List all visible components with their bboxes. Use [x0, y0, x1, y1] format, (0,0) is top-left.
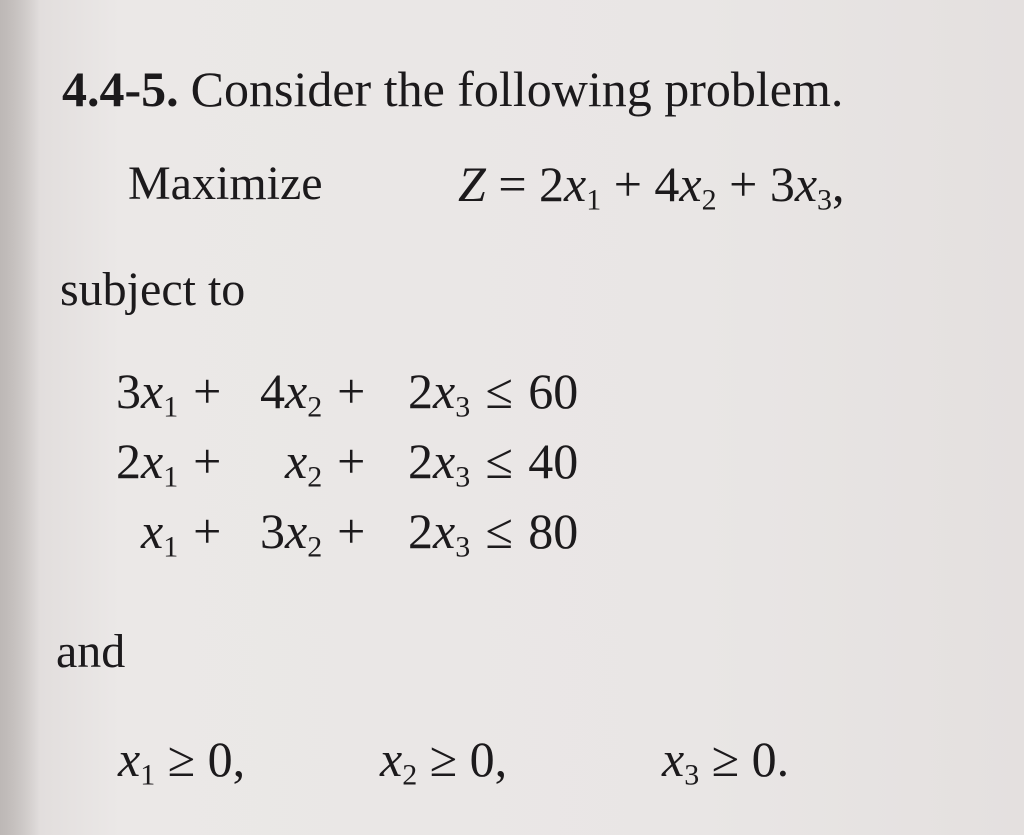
plus-sign: +: [729, 156, 758, 212]
nonnegativity-constraint: $x_1 \ge 0$,: [118, 731, 246, 792]
subject-to-label: subject to: [60, 263, 246, 316]
constraint-table: [116, 356, 608, 566]
objective-term: $4x_2$: [654, 156, 717, 217]
constraint-row: $x_1$ + $3x_2$ + $2x_3$ ≤ 80: [141, 503, 579, 564]
problem-number: 4.4-5.: [62, 61, 179, 117]
page-edge-shadow: [0, 0, 40, 835]
objective-term: $3x_3$,: [769, 156, 845, 217]
problem-heading: [62, 60, 843, 118]
objective-term: $2x_1$: [539, 156, 602, 217]
objective-label: Maximize: [128, 157, 323, 210]
objective-function: [458, 155, 845, 217]
and-label: and: [56, 625, 126, 678]
constraint-row: $2x_1$ + $x_2$ + $2x_3$ ≤ 40: [116, 433, 579, 494]
constraint-row: $3x_1$ + $4x_2$ + $2x_3$ ≤ 60: [116, 363, 579, 424]
nonnegativity-constraint: $x_3 \ge 0$.: [662, 731, 790, 792]
problem-statement: Consider the following problem.: [190, 61, 844, 117]
equals-sign: =: [498, 156, 527, 212]
nonnegativity-constraint: $x_2 \ge 0$,: [380, 731, 508, 792]
plus-sign: +: [613, 156, 642, 212]
objective-lhs: Z: [458, 156, 486, 212]
